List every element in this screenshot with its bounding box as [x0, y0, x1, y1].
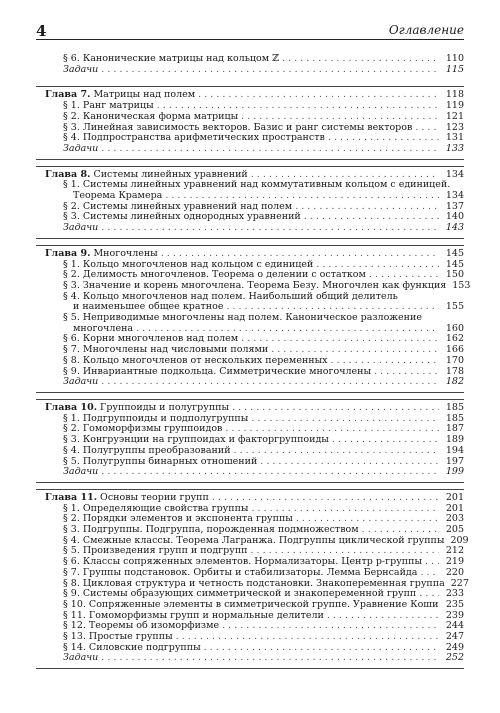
page-ref: 197: [445, 455, 464, 467]
page-ref: 233: [445, 588, 464, 600]
dot-leader: [101, 144, 439, 155]
entry-title: Смежные классы. Теорема Лагранжа. Подгруппы циклической группы: [82, 534, 445, 546]
toc-section-entry[interactable]: [63, 54, 464, 65]
toc-chapter-block: [36, 401, 464, 480]
chapter-rule-bottom: [36, 392, 464, 393]
section-number: § 9.: [63, 365, 80, 377]
page-ref: 119: [445, 100, 464, 112]
entry-title: Сопряженные элементы в симметрической группе. Уравнение Коши: [88, 598, 439, 610]
dot-leader: [374, 367, 439, 378]
section-number: § 6.: [63, 333, 80, 345]
dot-leader: [101, 65, 439, 76]
page-ref: 252: [445, 652, 464, 664]
toc-section-entry[interactable]: [63, 367, 464, 378]
page-ref: 166: [445, 344, 464, 356]
page-ref: 219: [445, 556, 464, 568]
entry-title: Каноническая форма матрицы: [82, 110, 239, 122]
section-number: § 7.: [63, 566, 80, 578]
page-ref: 227: [450, 577, 469, 589]
page-ref: 123: [445, 121, 464, 133]
header-rule: [36, 39, 464, 40]
page-ref: 115: [445, 63, 464, 75]
entry-title: Ранг матрицы: [82, 100, 154, 112]
toc-tasks-entry[interactable]: [63, 653, 464, 664]
entry-title: Матрицы над полем: [93, 89, 196, 101]
section-number: § 3.: [63, 121, 80, 133]
toc-tasks-entry[interactable]: [63, 144, 464, 155]
dot-leader: [332, 435, 439, 446]
dot-leader: [204, 643, 439, 654]
dot-leader: [260, 457, 439, 468]
section-number: § 4.: [63, 534, 80, 546]
page-ref: 134: [445, 168, 464, 180]
toc-chapter-block: [36, 52, 464, 77]
page-ref: 209: [450, 534, 469, 546]
chapter-rule-top: [36, 245, 464, 246]
section-number: § 8.: [63, 354, 80, 366]
toc-tasks-entry[interactable]: [63, 65, 464, 76]
dot-leader: [425, 557, 439, 568]
entry-title: Системы образующих симметрической и знакопеременной групп: [82, 588, 417, 600]
section-number: § 8.: [63, 577, 80, 589]
page-ref: 140: [445, 211, 464, 223]
entry-title: Полугруппы преобразований: [82, 444, 231, 456]
entry-title: Основы теории групп: [100, 491, 209, 503]
section-number: § 1.: [63, 412, 80, 424]
page-ref: 212: [445, 545, 464, 557]
entry-title: и наименьшее общее кратное: [73, 301, 224, 313]
dot-leader: [241, 334, 439, 345]
entry-title: Простые группы: [88, 631, 173, 643]
section-number: § 12.: [63, 620, 86, 632]
entry-title: Порядки элементов и экспонента группы: [82, 513, 293, 525]
entry-title: Цикловая структура и четность подстановки. Знакопеременная группа: [82, 577, 445, 589]
entry-title: Кольцо многочленов над кольцом с единицей: [82, 258, 314, 270]
page-ref: 131: [445, 132, 464, 144]
dot-leader: [101, 653, 439, 664]
entry-title: Задачи: [63, 142, 99, 154]
section-number: § 7.: [63, 344, 80, 356]
entry-title: Задачи: [63, 222, 99, 234]
page-ref: 182: [445, 376, 464, 388]
page-ref: 247: [445, 631, 464, 643]
page-ref: 145: [445, 258, 464, 270]
section-number: § 1.: [63, 179, 80, 191]
dot-leader: [232, 403, 439, 414]
entry-title: Неприводимые многочлены над полем. Каноническое разложение: [82, 312, 422, 324]
section-number: § 5.: [63, 312, 80, 324]
chapter-rule-bottom: [36, 482, 464, 483]
section-number: § 5.: [63, 455, 80, 467]
chapter-number: Глава 10.: [45, 401, 98, 413]
section-number: § 3.: [63, 524, 80, 536]
entry-title: Многочлены: [93, 247, 158, 259]
section-number: § 3.: [63, 211, 80, 223]
page-ref: 133: [445, 142, 464, 154]
page-ref: 178: [445, 365, 464, 377]
page-ref: 150: [445, 269, 464, 281]
entry-title: Кольцо многочленов от нескольких переменных: [82, 354, 328, 366]
toc-chapter-block: [36, 168, 464, 236]
toc-section-entry[interactable]: [63, 643, 464, 654]
page-ref: 110: [445, 53, 464, 64]
chapter-rule-bottom: [36, 159, 464, 160]
entry-title: Канонические матрицы над кольцом ℤ: [82, 53, 280, 64]
section-number: § 6.: [63, 53, 80, 64]
entry-title: Значение и корень многочлена. Теорема Безу. Многочлен как функция: [82, 279, 447, 291]
page-ref: 194: [445, 444, 464, 456]
entry-title: Корни многочленов над полем: [82, 333, 239, 345]
page-ref: 145: [445, 247, 464, 259]
entry-title: Группы подстановок. Орбиты и стабилизаторы. Лемма Бернсайда: [82, 566, 418, 578]
page-ref: 244: [445, 620, 464, 632]
page-ref: 153: [452, 279, 471, 291]
dot-leader: [295, 202, 439, 213]
chapter-number: Глава 7.: [45, 89, 91, 101]
chapter-rule-bottom: [36, 238, 464, 239]
section-number: § 3.: [63, 279, 80, 291]
dot-leader: [282, 54, 439, 65]
page-ref: 249: [445, 641, 464, 653]
entry-title: Системы линейных уравнений над полем: [82, 200, 293, 212]
chapter-rule-top: [36, 489, 464, 490]
entry-title: Полугруппы бинарных отношений: [82, 455, 258, 467]
page-ref: 220: [445, 566, 464, 578]
chapter-number: Глава 9.: [45, 247, 91, 259]
toc-chapter-block: [36, 491, 469, 666]
page-ref: 201: [445, 491, 464, 503]
page-ref: 201: [445, 502, 464, 514]
entry-title: Конгруэнции на группоидах и факторгруппоиды: [82, 434, 329, 446]
entry-title: Задачи: [63, 652, 99, 664]
entry-title: Группоиды и полугруппы: [100, 401, 230, 413]
section-number: § 1.: [63, 258, 80, 270]
chapter-rule-bottom: [36, 668, 464, 669]
page-ref: 185: [445, 412, 464, 424]
page-ref: 160: [445, 322, 464, 334]
page-ref: 185: [445, 401, 464, 413]
toc-tasks-entry[interactable]: [63, 377, 464, 388]
page-header: [36, 22, 464, 40]
entry-title: многочлена: [73, 322, 134, 334]
page-ref: 170: [445, 354, 464, 366]
entry-title: Подгруппы. Подгруппа, порожденная подмножеством: [82, 524, 359, 536]
entry-title: Кольцо многочленов над полем. Наибольший общий делитель: [82, 290, 398, 302]
entry-title: Многочлены над числовыми полями: [82, 344, 269, 356]
chapter-rule-top: [36, 86, 464, 87]
dot-leader: [304, 212, 439, 223]
toc-tasks-entry[interactable]: [63, 223, 464, 234]
page-ref: 155: [445, 301, 464, 313]
page-ref: 235: [445, 598, 464, 610]
section-number: § 2.: [63, 200, 80, 212]
entry-title: Произведения групп и подгрупп: [82, 545, 248, 557]
entry-title: Системы линейных уравнений: [93, 168, 248, 180]
page-number: 4: [36, 22, 47, 40]
section-number: § 14.: [63, 641, 86, 653]
section-number: § 2.: [63, 269, 80, 281]
toc-section-entry[interactable]: [63, 133, 464, 144]
page-ref: 205: [445, 524, 464, 536]
entry-title: Гомоморфизмы групп и нормальные делители: [88, 609, 324, 621]
entry-title: Определяющие свойства группы: [82, 502, 249, 514]
section-number: § 4.: [63, 132, 80, 144]
toc-section-entry[interactable]: [63, 212, 464, 223]
chapter-number: Глава 11.: [45, 491, 98, 503]
entry-title: Гомоморфизмы группоидов: [82, 423, 223, 435]
toc-chapter-block: [36, 247, 471, 390]
entry-title: Инвариантные подкольца. Симметрические многочлены: [82, 365, 372, 377]
chapter-rule-top: [36, 399, 464, 400]
page-ref: 137: [445, 200, 464, 212]
section-number: § 11.: [63, 609, 86, 621]
section-number: § 13.: [63, 631, 86, 643]
toc-chapter-block: [36, 88, 464, 156]
chapter-number: Глава 8.: [45, 168, 91, 180]
page-ref: 118: [445, 89, 464, 101]
page-ref: 199: [445, 466, 464, 478]
page-ref: 189: [445, 434, 464, 446]
toc-section-entry[interactable]: [63, 457, 464, 468]
page-ref: 143: [445, 222, 464, 234]
running-head: Оглавление: [388, 23, 464, 37]
entry-title: Системы линейных однородных уравнений: [82, 211, 301, 223]
section-number: § 3.: [63, 434, 80, 446]
entry-title: Теорема Крамера: [73, 190, 163, 202]
page-ref: 203: [445, 513, 464, 525]
section-number: § 10.: [63, 598, 86, 610]
dot-leader: [222, 621, 439, 632]
dot-leader: [234, 446, 439, 457]
entry-title: Подгруппоиды и подполугруппы: [82, 412, 249, 424]
section-number: § 2.: [63, 513, 80, 525]
dot-leader: [101, 223, 439, 234]
section-number: § 2.: [63, 423, 80, 435]
page-ref: 134: [445, 190, 464, 202]
entry-title: Линейная зависимость векторов. Базис и ранг системы векторов: [82, 121, 413, 133]
page-ref: 239: [445, 609, 464, 621]
entry-title: Задачи: [63, 376, 99, 388]
table-of-contents: [36, 52, 471, 677]
entry-title: Задачи: [63, 466, 99, 478]
entry-title: Делимость многочленов. Теорема о делении с остатком: [82, 269, 366, 281]
entry-title: Системы линейных уравнений над коммутативным кольцом с единицей.: [82, 179, 451, 191]
section-number: § 1.: [63, 502, 80, 514]
section-number: § 2.: [63, 110, 80, 122]
dot-leader: [328, 133, 439, 144]
dot-leader: [251, 414, 439, 425]
section-number: § 4.: [63, 290, 80, 302]
entry-title: Классы сопряженных элементов. Нормализаторы. Центр p-группы: [82, 556, 423, 568]
dot-leader: [176, 632, 439, 643]
dot-leader: [415, 123, 439, 134]
section-number: § 5.: [63, 545, 80, 557]
entry-title: Подпространства арифметических пространств: [82, 132, 325, 144]
section-number: § 1.: [63, 100, 80, 112]
page-ref: 121: [445, 110, 464, 122]
chapter-rule-top: [36, 166, 464, 167]
page-ref: 162: [445, 333, 464, 345]
section-number: § 4.: [63, 444, 80, 456]
dot-leader: [101, 377, 439, 388]
section-number: § 6.: [63, 556, 80, 568]
toc-tasks-entry[interactable]: [63, 467, 464, 478]
section-number: § 9.: [63, 588, 80, 600]
page-ref: 187: [445, 423, 464, 435]
entry-title: Задачи: [63, 63, 99, 75]
dot-leader: [327, 611, 439, 622]
dot-leader: [101, 467, 439, 478]
dot-leader: [198, 90, 439, 101]
entry-title: Силовские подгруппы: [88, 641, 201, 653]
entry-title: Теоремы об изоморфизме: [88, 620, 220, 632]
